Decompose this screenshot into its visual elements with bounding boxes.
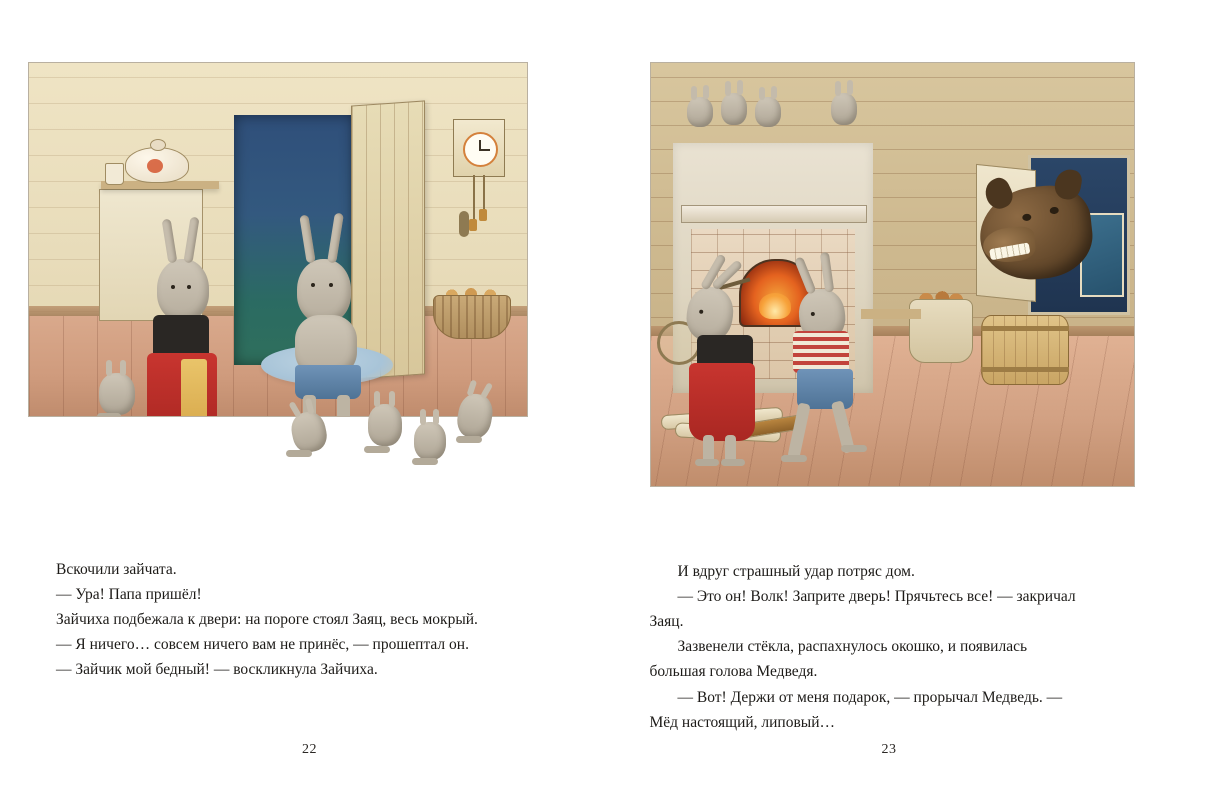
bunny-jump-3-ear-right xyxy=(433,409,439,425)
bunny-jump-2-ear-left xyxy=(374,391,380,407)
bunny-jump-3-foot xyxy=(412,458,438,465)
father-hare-eye-left xyxy=(311,283,315,287)
illustration-hare-family-at-open-door xyxy=(28,62,528,417)
stove-bunny-4-ear-right xyxy=(847,80,853,95)
clock-chain-second xyxy=(483,175,485,211)
fire-flame xyxy=(759,293,791,319)
bunny-jump-4 xyxy=(454,391,495,440)
paragraph: — Зайчик мой бедный! — воскликнула Зайчиха. xyxy=(56,661,378,679)
stove-bunny-2-ear-left xyxy=(725,81,731,96)
stove-bunny-1 xyxy=(687,97,713,127)
bunny-jump-1 xyxy=(288,409,330,455)
paragraph: Вскочили зайчата. xyxy=(56,561,177,578)
stove-bunny-1-ear-right xyxy=(703,85,709,99)
paragraph: — Я ничего… совсем ничего вам не принёс, — прошептал он. xyxy=(56,636,469,654)
bunny-child-ear-right xyxy=(120,360,126,376)
mother-hare-apron xyxy=(181,359,207,417)
bunny-jump-2-ear-right xyxy=(389,391,395,407)
paragraph: — Вот! Держи от меня подарок, — прорычал Медведь. — Мёд настоящий, липовый… xyxy=(649,688,1067,731)
page-number-left: 22 xyxy=(302,742,317,757)
low-bench xyxy=(861,309,921,319)
clock-face-icon xyxy=(463,132,498,167)
bunny-child-left xyxy=(99,373,135,415)
paragraph: И вдруг страшный удар потряс дом. xyxy=(677,563,915,580)
bunny-jump-3 xyxy=(414,422,446,460)
bunny-jump-4-foot xyxy=(456,436,482,443)
young-hare-foot-left xyxy=(781,455,807,462)
stove-bunny-2-ear-right xyxy=(737,80,743,95)
mother-hare-head xyxy=(157,259,209,321)
stove-bunny-3 xyxy=(755,97,781,127)
bunny-jump-3-ear-left xyxy=(420,409,426,425)
mother-hare-skirt xyxy=(689,363,755,441)
illustration-bear-head-in-window xyxy=(650,62,1135,487)
wall-clock xyxy=(453,119,505,177)
young-hare-eye xyxy=(810,312,814,316)
stove-bunny-4-ear-left xyxy=(835,81,841,96)
bunny-jump-2-foot xyxy=(364,446,390,453)
wooden-barrel xyxy=(981,315,1069,385)
clock-weight-right xyxy=(479,209,487,221)
father-hare-eye-right xyxy=(329,283,333,287)
stove-ledge xyxy=(681,205,867,223)
stove-bunny-4 xyxy=(831,93,857,125)
bunny-child-ear-left xyxy=(106,360,112,376)
mother-hare-eye xyxy=(698,309,703,314)
young-hare-striped-shirt xyxy=(793,331,849,373)
left-page-text xyxy=(28,557,480,683)
door-leaf xyxy=(351,100,425,379)
paragraph: — Это он! Волк! Заприте дверь! Прячьтесь все! — закричал Заяц. xyxy=(649,588,1080,631)
bunny-jump-1-foot xyxy=(286,450,312,457)
jumping-bunnies-group xyxy=(262,388,512,480)
mother-hare-foot-left xyxy=(695,459,719,466)
stove-bunny-2 xyxy=(721,93,747,125)
bunny-jump-1-ear-left xyxy=(288,401,301,418)
mother-hare-eye-left xyxy=(171,285,175,289)
paragraph: — Ура! Папа пришёл! xyxy=(56,586,202,604)
kettle-pattern xyxy=(147,159,163,173)
apple-basket xyxy=(433,295,511,339)
door-handle-icon xyxy=(459,211,469,237)
bear-eye-right xyxy=(1049,207,1059,215)
young-hare-foot-right xyxy=(841,445,867,452)
right-page xyxy=(610,0,1219,794)
mug xyxy=(105,163,124,185)
stove-bunny-3-ear-right xyxy=(771,86,777,99)
stove-bunny-3-ear-left xyxy=(759,87,765,100)
father-hare-head xyxy=(297,259,351,323)
bunny-jump-1-ear-right xyxy=(305,398,315,415)
mother-hare-foot-right xyxy=(721,459,745,466)
paragraph: Зайчиха подбежала к двери: на пороге стоял Заяц, весь мокрый. xyxy=(56,611,478,629)
bear-eye-left xyxy=(1021,213,1031,221)
mother-hare-eye-right xyxy=(187,285,191,289)
paragraph: Зазвенели стёкла, распахнулось окошко, и появилась большая голова Медведя. xyxy=(649,638,1031,681)
bunny-child-foot xyxy=(97,413,121,417)
page-number-right: 23 xyxy=(881,742,897,757)
clock-chain xyxy=(473,175,475,221)
stove-bunny-1-ear-left xyxy=(691,86,697,100)
clock-weight-left xyxy=(469,219,477,231)
bunnies-on-stove xyxy=(681,79,881,131)
bunny-jump-2 xyxy=(368,404,402,446)
right-page-text xyxy=(650,559,1080,735)
